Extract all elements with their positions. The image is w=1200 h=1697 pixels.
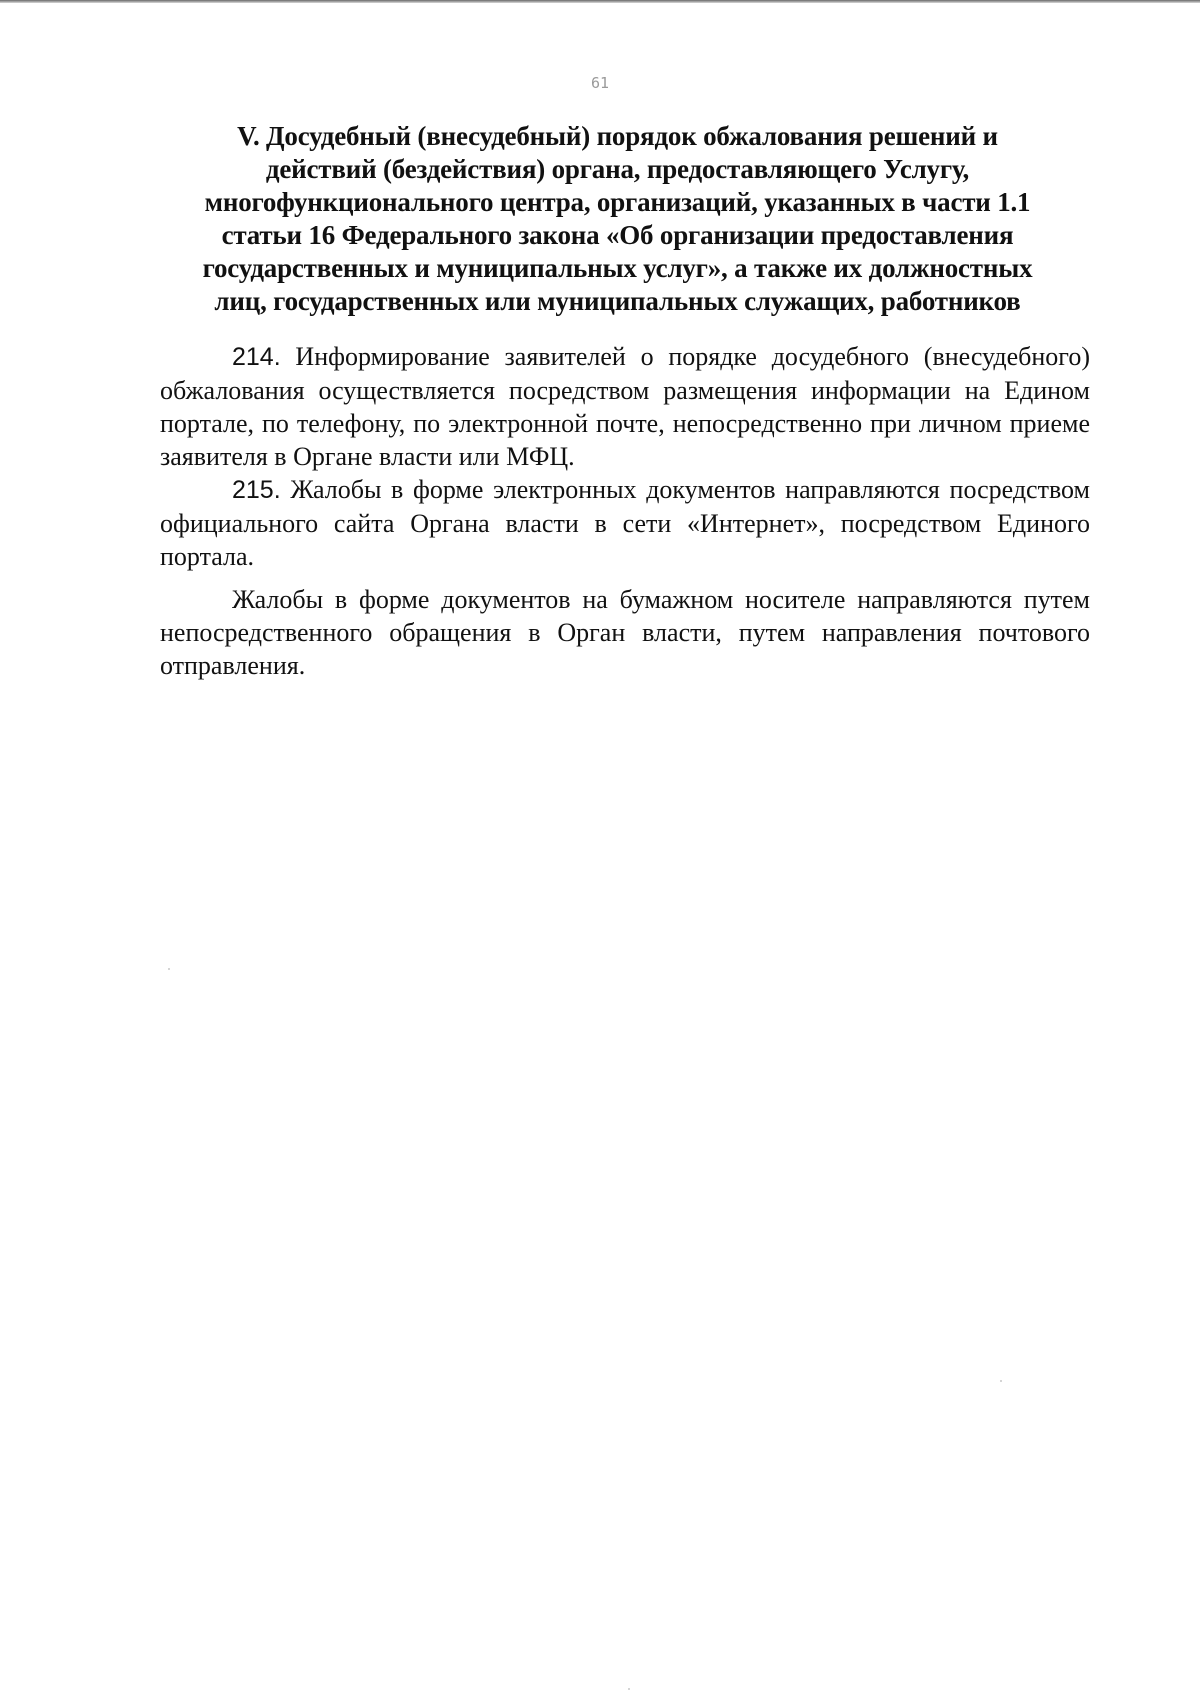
section-title-line: государственных и муниципальных услуг», а также их должностных xyxy=(202,253,1033,283)
paragraph-text: Жалобы в форме электронных документов направляются посредством официального сайта Органа власти в сети «Интернет», посредством Единого портала. xyxy=(160,475,1091,571)
section-title-line: статьи 16 Федерального закона «Об организации предоставления xyxy=(221,220,1014,250)
paragraph-214 xyxy=(160,340,1090,473)
section-title-line: лиц, государственных или муниципальных служащих, работников xyxy=(214,286,1021,316)
document-body xyxy=(160,340,1090,682)
section-title xyxy=(175,120,1060,318)
paragraph-text: Информирование заявителей о порядке досудебного (внесудебного) обжалования осуществляется посредством размещения информации на Едином портале, по телефону, по электронной почте, непосредственно при личном приеме заявителя в Органе власти или МФЦ. xyxy=(160,342,1090,471)
section-title-line: V. Досудебный (внесудебный) порядок обжалования решений и xyxy=(237,121,998,151)
section-title-line: действий (бездействия) органа, предоставляющего Услугу, xyxy=(265,154,970,184)
scan-speck xyxy=(628,1688,630,1690)
paragraph-paper-complaints xyxy=(160,583,1090,682)
scan-speck xyxy=(1000,1380,1002,1382)
scan-top-edge xyxy=(0,0,1200,3)
paragraph-215 xyxy=(160,473,1090,573)
section-title-line: многофункционального центра, организаций, указанных в части 1.1 xyxy=(204,187,1031,217)
paragraph-number: 214. xyxy=(232,343,281,371)
paragraph-number: 215. xyxy=(232,476,281,504)
page-number: 61 xyxy=(590,74,610,92)
scan-speck xyxy=(168,968,170,970)
paragraph-text: Жалобы в форме документов на бумажном носителе направляются путем непосредственного обращения в Орган власти, путем направления почтового отправления. xyxy=(160,585,1090,680)
